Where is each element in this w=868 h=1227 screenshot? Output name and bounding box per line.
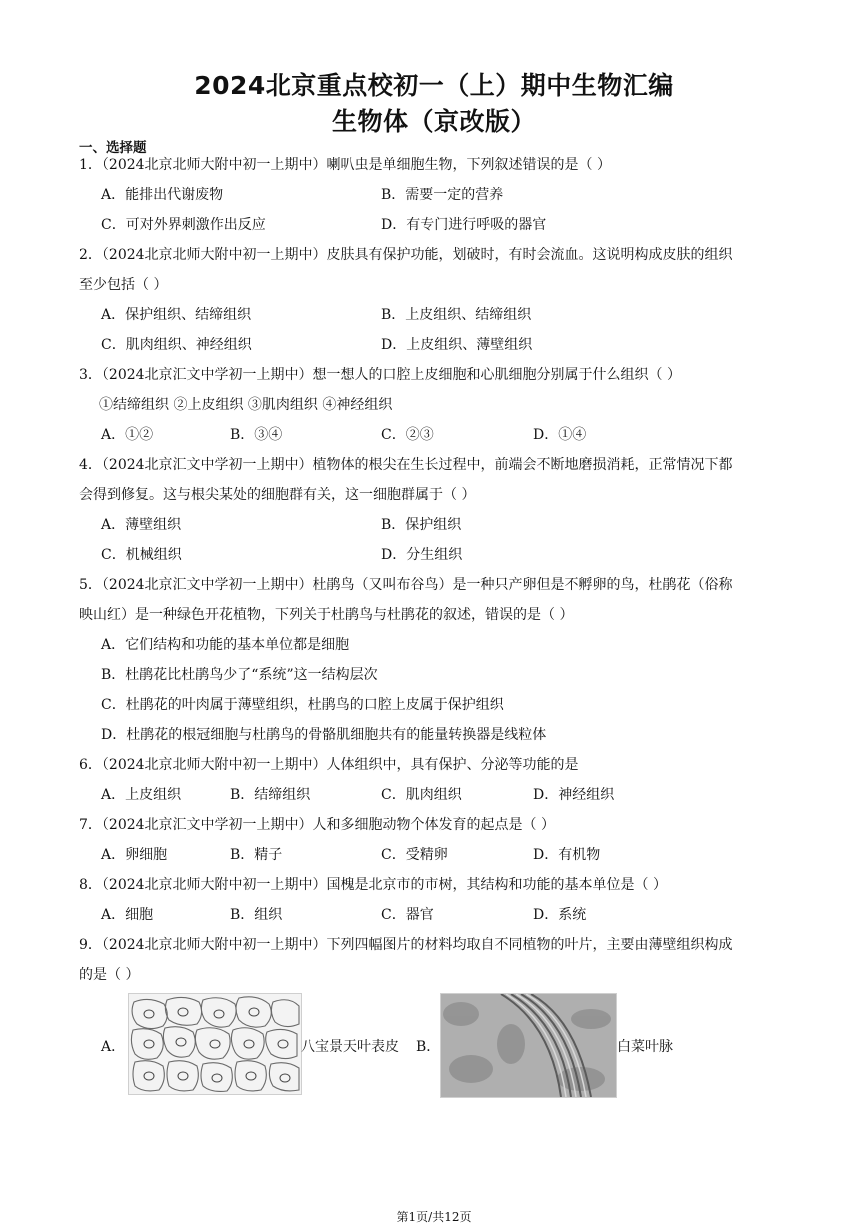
question-4-option-b: B．保护组织 bbox=[381, 517, 462, 533]
question-2-option-b: B．上皮组织、结缔组织 bbox=[381, 307, 532, 323]
section-heading: 一、选择题 bbox=[79, 140, 147, 156]
question-6-stem: 6．（2024北京北师大附中初一上期中）人体组织中，具有保护、分泌等功能的是 bbox=[79, 757, 579, 773]
question-3-stem: 3．（2024北京汇文中学初一上期中）想一想人的口腔上皮细胞和心肌细胞分别属于什么组织（ ） bbox=[79, 367, 681, 383]
question-3-option-d: D．①④ bbox=[533, 427, 587, 443]
question-2-stem: 2．（2024北京北师大附中初一上期中）皮肤具有保护功能，划破时，有时会流血。这说明构成皮肤的组织 bbox=[79, 247, 733, 263]
document-subtitle: 生物体（京改版） bbox=[331, 107, 536, 136]
question-3-option-c: C．②③ bbox=[381, 427, 434, 443]
question-9-option-a-letter: A． bbox=[101, 1039, 126, 1055]
question-4-option-a: A．薄壁组织 bbox=[101, 517, 182, 533]
question-9-stem: 9．（2024北京北师大附中初一上期中）下列四幅图片的材料均取自不同植物的叶片，主要由薄壁组织构成 bbox=[79, 937, 733, 953]
question-5-option-b: B．杜鹃花比杜鹃鸟少了“系统”这一结构层次 bbox=[101, 667, 378, 683]
document-title: 2024北京重点校初一（上）期中生物汇编 bbox=[194, 71, 674, 100]
question-6-option-a: A．上皮组织 bbox=[101, 787, 182, 803]
question-8-option-a: A．细胞 bbox=[101, 907, 154, 923]
question-8-stem: 8．（2024北京北师大附中初一上期中）国槐是北京市的市树，其结构和功能的基本单位是（ ） bbox=[79, 877, 667, 893]
question-2-option-a: A．保护组织、结缔组织 bbox=[101, 307, 252, 323]
question-9-option-b-caption: 白菜叶脉 bbox=[617, 1039, 673, 1055]
question-4-stem: 4．（2024北京汇文中学初一上期中）植物体的根尖在生长过程中，前端会不断地磨损消耗，正常情况下都 bbox=[79, 457, 733, 473]
question-2-option-d: D．上皮组织、薄壁组织 bbox=[381, 337, 533, 353]
question-4-option-c: C．机械组织 bbox=[101, 547, 182, 563]
question-5-stem-cont: 映山红）是一种绿色开花植物，下列关于杜鹃鸟与杜鹃花的叙述，错误的是（ ） bbox=[79, 607, 574, 623]
question-1-option-b: B．需要一定的营养 bbox=[381, 187, 504, 203]
question-7-option-a: A．卵细胞 bbox=[101, 847, 168, 863]
question-5-stem: 5．（2024北京汇文中学初一上期中）杜鹃鸟（又叫布谷鸟）是一种只产卵但是不孵卵的鸟，杜鹃花（俗称 bbox=[79, 577, 733, 593]
question-1-option-a: A．能排出代谢废物 bbox=[101, 187, 224, 203]
question-8-option-c: C．器官 bbox=[381, 907, 434, 923]
question-3-option-a: A．①② bbox=[101, 427, 154, 443]
question-2-option-c: C．肌肉组织、神经组织 bbox=[101, 337, 252, 353]
question-6-option-d: D．神经组织 bbox=[533, 787, 615, 803]
question-5-option-d: D．杜鹃花的根冠细胞与杜鹃鸟的骨骼肌细胞共有的能量转换器是线粒体 bbox=[101, 727, 547, 743]
question-3-stem-cont: ①结缔组织 ②上皮组织 ③肌肉组织 ④神经组织 bbox=[99, 397, 393, 413]
question-9-option-b-letter: B． bbox=[416, 1039, 441, 1055]
question-1-option-c: C．可对外界刺激作出反应 bbox=[101, 217, 266, 233]
question-7-option-d: D．有机物 bbox=[533, 847, 601, 863]
question-4-stem-cont: 会得到修复。这与根尖某处的细胞群有关，这一细胞群属于（ ） bbox=[79, 487, 476, 503]
question-6-option-c: C．肌肉组织 bbox=[381, 787, 462, 803]
page-footer: 第1页/共12页 bbox=[396, 1210, 472, 1224]
question-7-option-b: B．精子 bbox=[230, 847, 283, 863]
question-3-option-b: B．③④ bbox=[230, 427, 283, 443]
question-7-stem: 7．（2024北京汇文中学初一上期中）人和多细胞动物个体发育的起点是（ ） bbox=[79, 817, 555, 833]
leaf-vein-micrograph bbox=[440, 993, 617, 1098]
question-6-option-b: B．结缔组织 bbox=[230, 787, 311, 803]
question-7-option-c: C．受精卵 bbox=[381, 847, 448, 863]
question-5-option-a: A．它们结构和功能的基本单位都是细胞 bbox=[101, 637, 350, 653]
question-4-option-d: D．分生组织 bbox=[381, 547, 463, 563]
question-8-option-b: B．组织 bbox=[230, 907, 283, 923]
question-9-option-a-caption: 八宝景天叶表皮 bbox=[301, 1039, 399, 1055]
question-1-stem: 1．（2024北京北师大附中初一上期中）喇叭虫是单细胞生物，下列叙述错误的是（ ） bbox=[79, 157, 611, 173]
epidermis-micrograph bbox=[128, 993, 302, 1095]
question-2-stem-cont: 至少包括（ ） bbox=[79, 277, 168, 293]
question-8-option-d: D．系统 bbox=[533, 907, 587, 923]
question-9-stem-cont: 的是（ ） bbox=[79, 967, 140, 983]
question-1-option-d: D．有专门进行呼吸的器官 bbox=[381, 217, 547, 233]
question-5-option-c: C．杜鹃花的叶肉属于薄壁组织，杜鹃鸟的口腔上皮属于保护组织 bbox=[101, 697, 504, 713]
